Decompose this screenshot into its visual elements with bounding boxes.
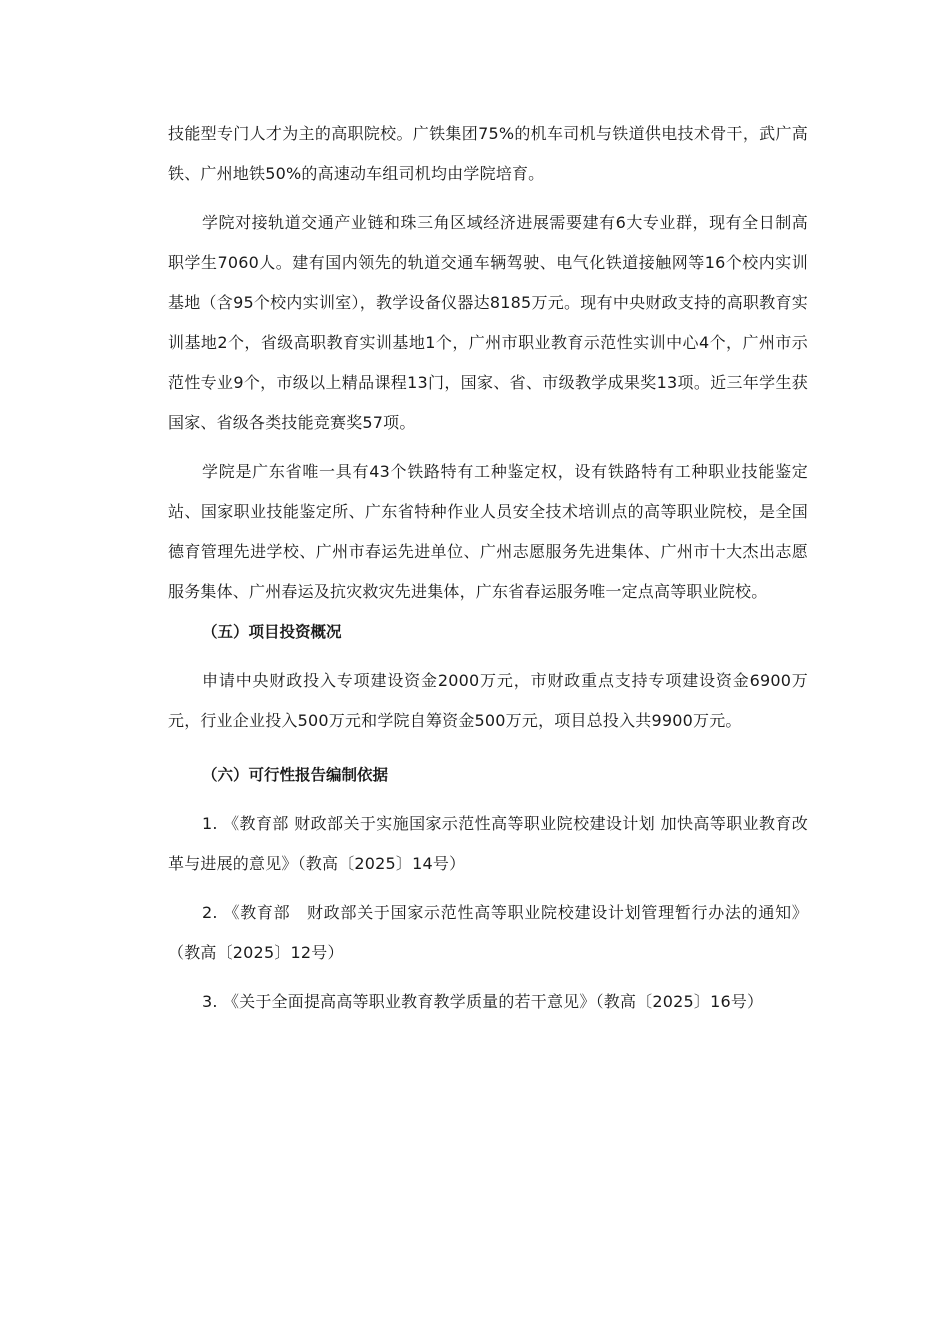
list-item-text: 《教育部 财政部关于实施国家示范性高等职业院校建设计划 加快高等职业教育改革与进展的意见》（教高〔2025〕14号） bbox=[168, 814, 808, 873]
list-item bbox=[168, 804, 808, 884]
list-item-number: 2. bbox=[202, 903, 218, 922]
document-body bbox=[168, 114, 808, 1022]
list-item bbox=[168, 893, 808, 973]
paragraph-majors: 学院对接轨道交通产业链和珠三角区域经济进展需要建有6大专业群，现有全日制高职学生7060人。建有国内领先的轨道交通车辆驾驶、电气化铁道接触网等16个校内实训基地（含95个校内实训室），教学设备仪器达8185万元。现有中央财政支持的高职教育实训基地2个，省级高职教育实训基地1个，广州市职业教育示范性实训中心4个，广州市示范性专业9个，市级以上精品课程13门，国家、省、市级教学成果奖13项。近三年学生获国家、省级各类技能竞赛奖57项。 bbox=[168, 213, 808, 432]
section-heading-investment: （五）项目投资概况 bbox=[202, 623, 342, 641]
paragraph-qualifications: 学院是广东省唯一具有43个铁路特有工种鉴定权，设有铁路特有工种职业技能鉴定站、国家职业技能鉴定所、广东省特种作业人员安全技术培训点的高等职业院校，是全国德育管理先进学校、广州市春运先进单位、广州志愿服务先进集体、广州市十大杰出志愿服务集体、广州春运及抗灾救灾先进集体，广东省春运服务唯一定点高等职业院校。 bbox=[168, 462, 808, 601]
list-item-text: 《关于全面提高高等职业教育教学质量的若干意见》（教高〔2025〕16号） bbox=[217, 992, 764, 1011]
list-item-number: 1. bbox=[202, 814, 218, 833]
list-item-text: 《教育部 财政部关于国家示范性高等职业院校建设计划管理暂行办法的通知》（教高〔2025〕12号） bbox=[168, 903, 808, 962]
section-heading-basis: （六）可行性报告编制依据 bbox=[202, 766, 389, 784]
paragraph-investment: 申请中央财政投入专项建设资金2000万元，市财政重点支持专项建设资金6900万元，行业企业投入500万元和学院自筹资金500万元，项目总投入共9900万元。 bbox=[168, 671, 808, 730]
list-item-number: 3. bbox=[202, 992, 218, 1011]
paragraph-intro: 技能型专门人才为主的高职院校。广铁集团75%的机车司机与铁道供电技术骨干，武广高铁、广州地铁50%的高速动车组司机均由学院培育。 bbox=[168, 124, 808, 183]
list-item bbox=[168, 982, 808, 1022]
